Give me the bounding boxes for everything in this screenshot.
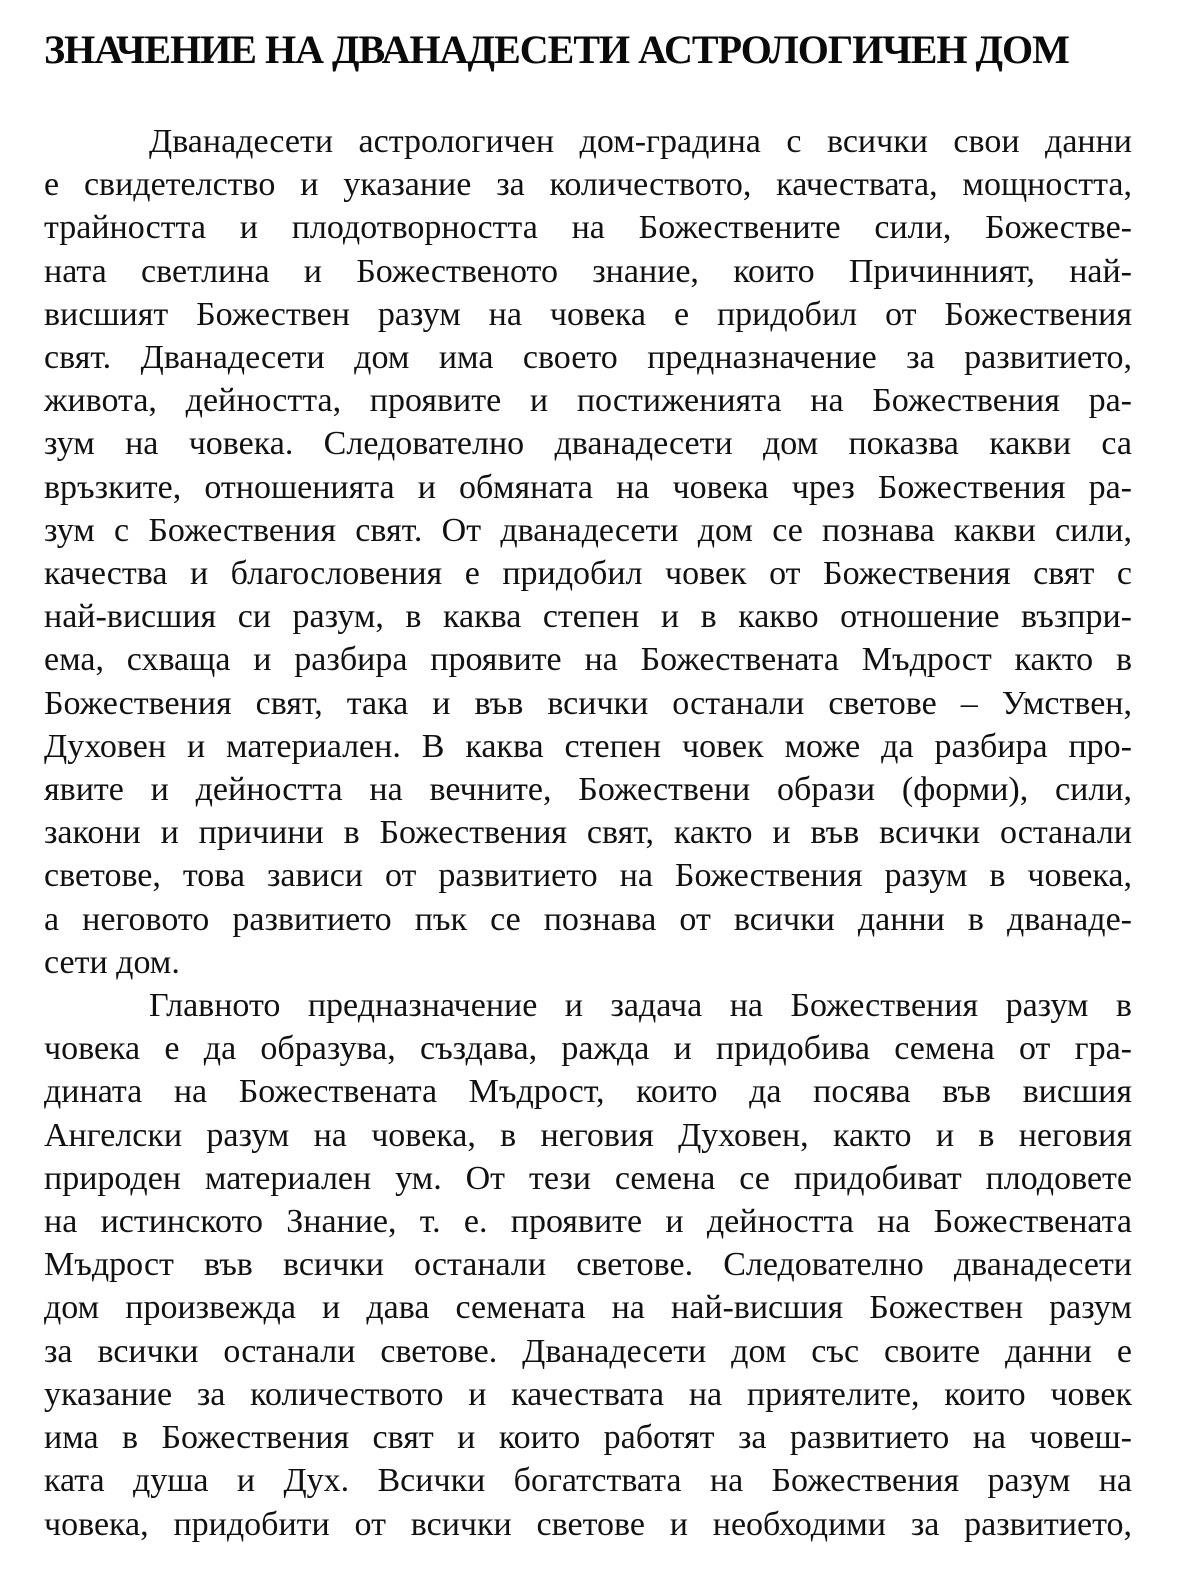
text-line: Духовен и материален. В каква степен човек може да разбира про- — [44, 727, 1132, 765]
page-title: ЗНАЧЕНИЕ НА ДВАНАДЕСЕТИ АСТРОЛОГИЧЕН ДОМ — [44, 27, 1069, 72]
text-line: Дванадесети астрологичен дом-градина с всички свои данни — [149, 123, 1132, 160]
text-line: зум на човека. Следователно дванадесети дом показва какви са — [44, 425, 1132, 463]
paragraph — [44, 120, 1132, 984]
text-line: висшият Божествен разум на човека е придобил от Божествения — [44, 295, 1132, 333]
text-line: Ангелски разум на човека, в неговия Духовен, както и в неговия — [44, 1116, 1132, 1154]
text-line: зум с Божествения свят. От дванадесети дом се познава какви сили, — [44, 511, 1132, 549]
document-body — [44, 120, 1132, 1546]
text-line: живота, дейността, проявите и постиженията на Божествения ра- — [44, 382, 1132, 420]
text-line: закони и причини в Божествения свят, както и във всички останали — [44, 814, 1132, 852]
text-line: природен материален ум. От тези семена се придобиват плодовете — [44, 1159, 1132, 1197]
text-line: за всички останали светове. Дванадесети дом със своите данни е — [44, 1332, 1132, 1370]
text-line: Мъдрост във всички останали светове. Следователно дванадесети — [44, 1246, 1132, 1284]
text-line: има в Божествения свят и които работят за развитието на човеш- — [44, 1419, 1132, 1457]
text-line: е свидетелство и указание за количеството, качествата, мощността, — [44, 166, 1132, 204]
text-line: качества и благословения е придобил човек от Божествения свят с — [44, 555, 1132, 593]
text-line: дом произвежда и дава семената на най-висшия Божествен разум — [44, 1289, 1132, 1327]
paragraph — [44, 984, 1132, 1546]
text-line: Главното предназначение и задача на Божествения разум в — [149, 987, 1132, 1025]
text-line: връзките, отношенията и обмяната на човека чрез Божествения ра- — [44, 468, 1132, 506]
text-line: светове, това зависи от развитието на Божествения разум в човека, — [44, 857, 1132, 895]
text-line: сети дом. — [44, 943, 180, 981]
text-line: човека, придобити от всички светове и необходими за развитието, — [44, 1505, 1132, 1543]
text-line: свят. Дванадесети дом има своето предназначение за развитието, — [44, 339, 1132, 377]
text-line: явите и дейността на вечните, Божествени образи (форми), сили, — [44, 771, 1132, 809]
text-line: ката душа и Дух. Всички богатствата на Божествения разум на — [44, 1462, 1132, 1500]
text-line: а неговото развитието пък се познава от всички данни в дванаде- — [44, 900, 1132, 938]
text-line: ема, схваща и разбира проявите на Божествената Мъдрост както в — [44, 641, 1132, 679]
text-line: на истинското Знание, т. е. проявите и дейността на Божествената — [44, 1203, 1132, 1241]
text-line: човека е да образува, създава, ражда и придобива семена от гра- — [44, 1030, 1132, 1068]
text-line: трайността и плодотворността на Божествените сили, Божестве- — [44, 209, 1132, 247]
text-line: ната светлина и Божественото знание, които Причинният, най- — [44, 252, 1132, 290]
text-line: най-висшия си разум, в каква степен и в какво отношение възпри- — [44, 598, 1132, 636]
text-line: указание за количеството и качествата на приятелите, които човек — [44, 1375, 1132, 1413]
text-line: Божествения свят, така и във всички останали светове – Умствен, — [44, 684, 1132, 722]
text-line: дината на Божествената Мъдрост, които да посява във висшия — [44, 1073, 1132, 1111]
